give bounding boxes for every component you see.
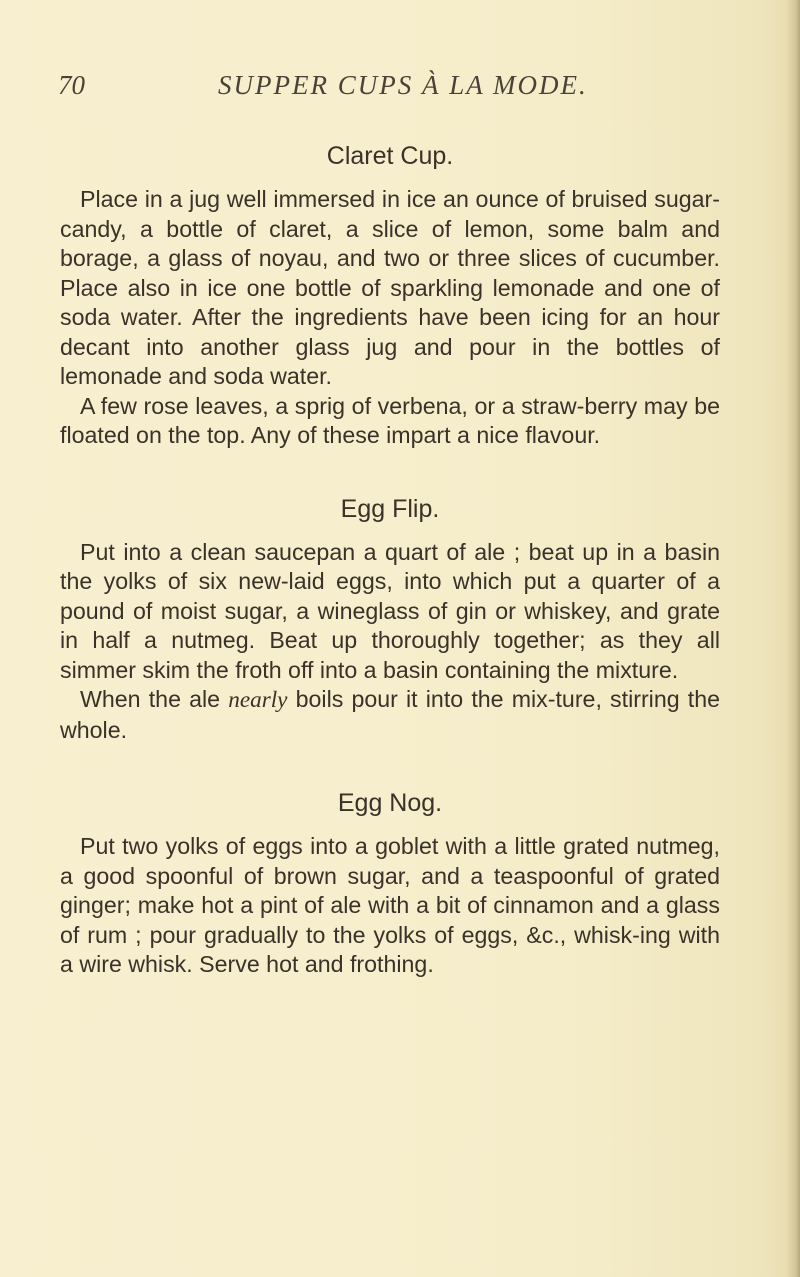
recipe-paragraph — [60, 685, 720, 745]
paragraph-text: When the ale — [80, 686, 229, 712]
recipe-paragraph: Put two yolks of eggs into a goblet with a little grated nutmeg, a good spoonful of brown sugar, and a teaspoonful of grated ginger; make hot a pint of ale with a bit of cinnamon and a glass of rum ; pour gradually to the yolks of eggs, &c., whisk-ing with a wire whisk. Serve hot and frothing. — [60, 833, 720, 977]
page-header — [0, 70, 800, 110]
paragraph-text: boils pour it into the mix-ture, stirring the whole. — [60, 686, 720, 743]
emphasis-text: nearly — [228, 687, 288, 713]
recipe-paragraph: Place in a jug well immersed in ice an ounce of bruised sugar-candy, a bottle of claret, a slice of lemon, some balm and borage, a glass of noyau, and two or three slices of cucumber. Place also in ice one bottle of sparkling lemonade and one of soda water. After the ingredients have been icing for an hour decant into another glass jug and pour in the bottles of lemonade and soda water. — [60, 186, 720, 389]
recipe-egg-nog — [60, 789, 720, 980]
recipe-egg-flip — [60, 495, 720, 746]
recipe-title: Claret Cup. — [326, 142, 454, 170]
page-number: 70 — [58, 70, 85, 100]
recipe-claret-cup — [60, 142, 720, 451]
page-content — [60, 130, 720, 980]
recipe-paragraph: A few rose leaves, a sprig of verbena, or a straw-berry may be floated on the top. Any of these impart a nice flavour. — [60, 392, 720, 448]
recipe-title: Egg Flip. — [340, 494, 440, 523]
running-head: SUPPER CUPS À LA MODE. — [218, 70, 588, 100]
recipe-title: Egg Nog. — [337, 789, 443, 817]
page-edge-shadow — [786, 0, 800, 1277]
recipe-paragraph: Put into a clean saucepan a quart of ale ; beat up in a basin the yolks of six new-laid eggs, into which put a quarter of a pound of moist sugar, a wineglass of gin or whiskey, and grate in half a nutmeg. Beat up thoroughly together; as they all simmer skim the froth off into a basin containing the mixture. — [60, 538, 720, 683]
